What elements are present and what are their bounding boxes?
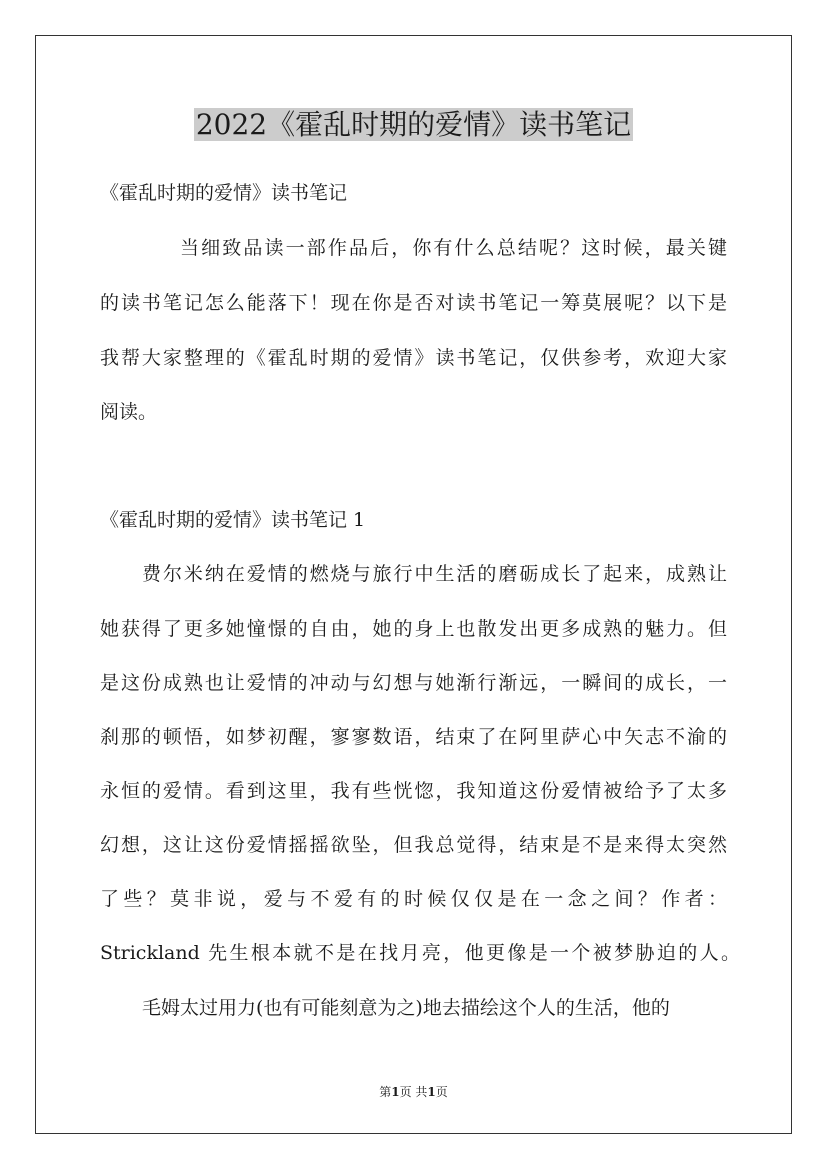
document-title <box>0 104 827 144</box>
footer-page-number: 1 <box>391 1085 400 1099</box>
intro-line-3: 我帮大家整理的《霍乱时期的爱情》读书笔记，仅供参考，欢迎大家 <box>100 347 727 369</box>
footer-page-suffix: 页 <box>435 1085 448 1099</box>
footer-page-mid: 页 共 <box>399 1085 428 1099</box>
body-line-4: 刹那的顿悟，如梦初醒，寥寥数语，结束了在阿里萨心中矢志不渝的 <box>100 726 727 748</box>
body-line-2: 她获得了更多她憧憬的自由，她的身上也散发出更多成熟的魅力。但 <box>100 618 727 640</box>
body-line-5: 永恒的爱情。看到这里，我有些恍惚，我知道这份爱情被给予了太多 <box>100 780 727 802</box>
footer-page-total: 1 <box>427 1085 436 1099</box>
body-line-1: 费尔米纳在爱情的燃烧与旅行中生活的磨砺成长了起来，成熟让 <box>142 563 727 585</box>
intro-line-2: 的读书笔记怎么能落下！现在你是否对读书笔记一筹莫展呢？以下是 <box>100 292 727 314</box>
intro-line-4: 阅读。 <box>100 401 158 423</box>
body-line-6: 幻想，这让这份爱情摇摇欲坠，但我总觉得，结束是不是来得太突然 <box>100 834 727 856</box>
page-footer <box>0 1084 827 1100</box>
body-line-8: Strickland 先生根本就不是在找月亮，他更像是一个被梦胁迫的人。 <box>100 942 740 964</box>
body-line-3: 是这份成熟也让爱情的冲动与幻想与她渐行渐远，一瞬间的成长，一 <box>100 672 727 694</box>
document-title-text: 2022《霍乱时期的爱情》读书笔记 <box>195 108 632 141</box>
document-subtitle: 《霍乱时期的爱情》读书笔记 <box>100 182 348 204</box>
body-line-7: 了些？莫非说，爱与不爱有的时候仅仅是在一念之间？作者： <box>100 888 727 910</box>
section-heading: 《霍乱时期的爱情》读书笔记 1 <box>100 509 366 531</box>
footer-page-prefix: 第 <box>379 1085 392 1099</box>
intro-line-1: 当细致品读一部作品后，你有什么总结呢？这时候，最关键 <box>180 237 727 259</box>
body-line-9: 毛姆太过用力(也有可能刻意为之)地去描绘这个人的生活，他的 <box>142 997 670 1019</box>
